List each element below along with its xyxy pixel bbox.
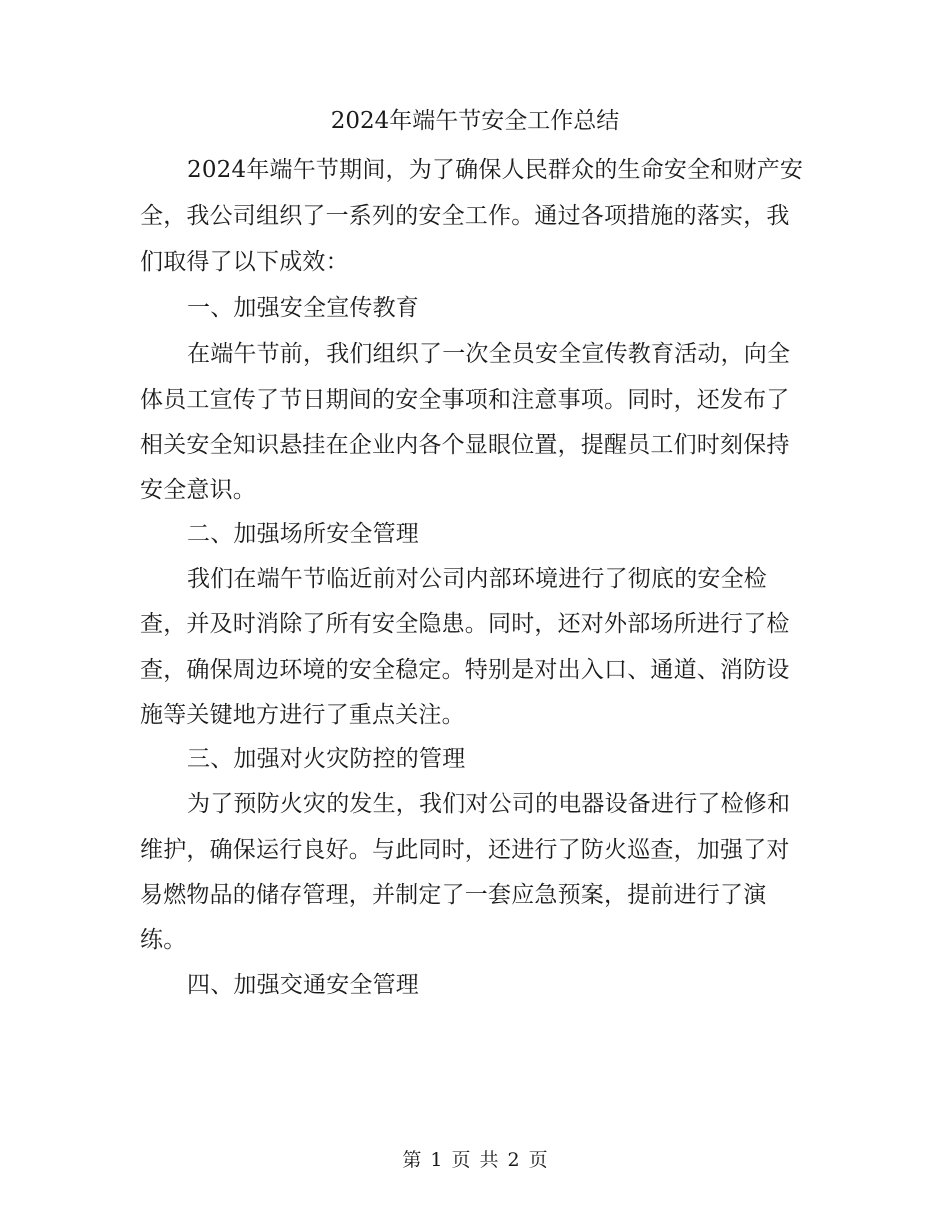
section-3-paragraph-line-3: 易燃物品的储存管理，并制定了一套应急预案，提前进行了演 [140, 882, 767, 908]
intro-paragraph-line-1: 2024年端午节期间，为了确保人民群众的生命安全和财产安 [187, 157, 804, 183]
section-3-paragraph-line-1: 为了预防火灾的发生，我们对公司的电器设备进行了检修和 [187, 791, 791, 817]
section-heading-4: 四、加强交通安全管理 [187, 972, 419, 998]
document-title: 2024年端午节安全工作总结 [330, 108, 620, 134]
section-1-paragraph-line-2: 体员工宣传了节日期间的安全事项和注意事项。同时，还发布了 [140, 387, 790, 413]
section-2-paragraph-line-2: 查，并及时消除了所有安全隐患。同时，还对外部场所进行了检 [140, 611, 790, 637]
section-1-paragraph-line-4: 安全意识。 [140, 477, 256, 503]
intro-paragraph-line-2: 全，我公司组织了一系列的安全工作。通过各项措施的落实，我 [140, 203, 790, 229]
section-heading-3: 三、加强对火灾防控的管理 [187, 746, 466, 772]
intro-paragraph-line-3: 们取得了以下成效： [140, 249, 349, 275]
section-3-paragraph-line-4: 练。 [140, 927, 187, 953]
section-2-paragraph-line-1: 我们在端午节临近前对公司内部环境进行了彻底的安全检 [187, 566, 767, 592]
section-heading-1: 一、加强安全宣传教育 [187, 295, 419, 321]
page-number-footer: 第 1 页 共 2 页 [402, 1149, 548, 1171]
section-1-paragraph-line-1: 在端午节前，我们组织了一次全员安全宣传教育活动，向全 [187, 341, 791, 367]
section-1-paragraph-line-3: 相关安全知识悬挂在企业内各个显眼位置，提醒员工们时刻保持 [140, 432, 790, 458]
section-heading-2: 二、加强场所安全管理 [187, 521, 419, 547]
section-2-paragraph-line-4: 施等关键地方进行了重点关注。 [140, 702, 465, 728]
section-2-paragraph-line-3: 查，确保周边环境的安全稳定。特别是对出入口、通道、消防设 [140, 657, 790, 683]
section-3-paragraph-line-2: 维护，确保运行良好。与此同时，还进行了防火巡查，加强了对 [140, 837, 790, 863]
